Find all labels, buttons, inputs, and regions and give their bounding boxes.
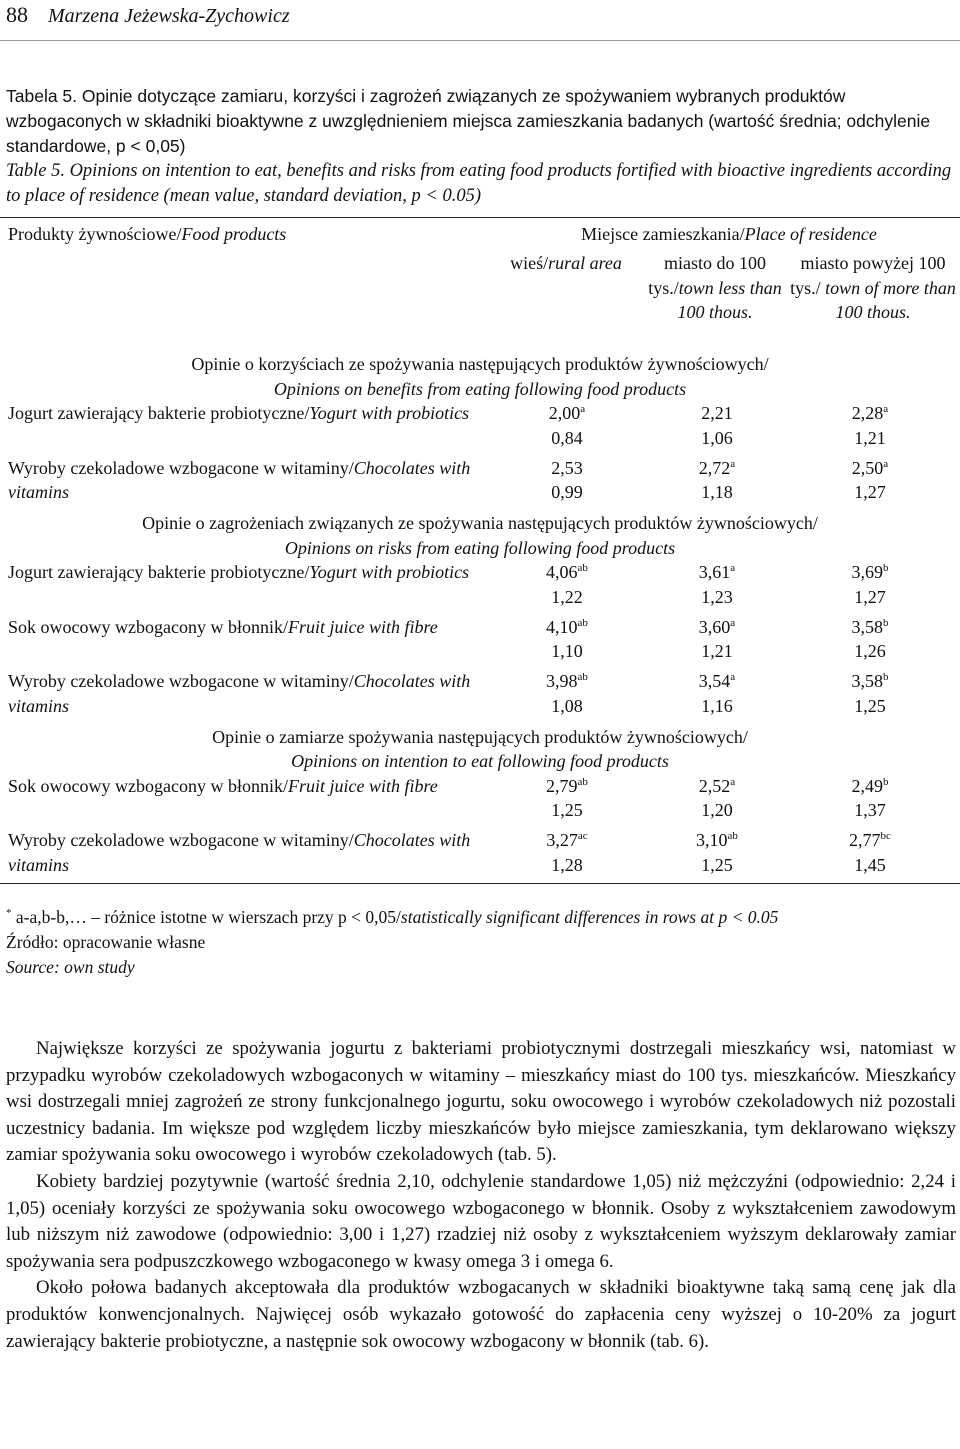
value-cell-col2 bbox=[672, 560, 762, 609]
mean-value bbox=[825, 615, 915, 640]
header-rural: wieś/rural area bbox=[510, 253, 622, 273]
mean-value bbox=[825, 560, 915, 585]
section-title-english: Opinions on intention to eat following food products bbox=[291, 751, 669, 771]
mean-number: 3,58 bbox=[851, 616, 883, 637]
standard-deviation: 1,25 bbox=[551, 800, 583, 820]
section-title-polish: Opinie o zamiarze spożywania następujących produktów żywnościowych/ bbox=[212, 726, 748, 747]
product-name-polish: Wyroby czekoladowe wzbogacone w witaminy/ bbox=[8, 457, 354, 478]
significance-letters: b bbox=[883, 616, 889, 629]
significance-letters: a bbox=[883, 403, 889, 415]
value-cell-col1 bbox=[522, 456, 612, 505]
product-name-english: Fruit juice with fibre bbox=[287, 775, 438, 796]
mean-value bbox=[825, 456, 915, 481]
significance-letters: a bbox=[730, 616, 736, 629]
header-products: Produkty żywnościowe/Food products bbox=[8, 224, 287, 244]
table-row bbox=[0, 615, 960, 670]
significance-letters: a bbox=[883, 457, 889, 470]
standard-deviation: 0,84 bbox=[551, 427, 583, 448]
header-small-town: miasto do 100 tys./town less than 100 thous. bbox=[648, 253, 782, 322]
table-row bbox=[0, 828, 960, 883]
table-caption bbox=[6, 84, 954, 209]
body-paragraph: Największe korzyści ze spożywania jogurtu z bakteriami probiotycznymi dostrzegali mieszkańcy wsi, natomiast w przypadku wyrobów czekoladowych wzbogaconych w witaminy – mieszkańcy miast do 100 tys. mieszkańców. Mieszkańcy wsi dostrzegali mniej zagrożeń ze strony funkcjonalnego jogurtu, soku owocowego i wyrobów czekoladowych niż pozostali uczestnicy badania. Im większe pod względem liczby mieszkańców było miejsce zamieszkania, tym deklarowano większy zamiar spożywania soku owocowego i wyrobów czekoladowych (tab. 5). bbox=[6, 1038, 956, 1166]
mean-number: 4,06 bbox=[546, 562, 578, 582]
mean-value bbox=[825, 669, 915, 694]
significance-letters: b bbox=[883, 562, 889, 574]
mean-number: 3,69 bbox=[851, 562, 883, 582]
significance-letters: b bbox=[883, 671, 889, 683]
caption-english: Table 5. Opinions on intention to eat, benefits and risks from eating food products fortified with bioactive ingredients according to place of residence (mean value, standard deviation, p < 0.05) bbox=[6, 161, 952, 206]
product-name-polish: Jogurt zawierający bakterie probiotyczne/ bbox=[8, 562, 310, 582]
mean-number: 3,98 bbox=[546, 671, 578, 691]
product-name-english: Chocolates with vitamins bbox=[8, 457, 471, 502]
standard-deviation: 1,20 bbox=[701, 800, 733, 820]
standard-deviation: 1,45 bbox=[854, 854, 886, 875]
value-cell-col1 bbox=[522, 615, 612, 664]
mean-value bbox=[825, 828, 915, 853]
value-cell-col2 bbox=[672, 828, 762, 877]
product-name bbox=[8, 828, 478, 877]
data-table bbox=[0, 217, 960, 884]
value-cell-col3 bbox=[825, 615, 915, 664]
page-number: 88 bbox=[6, 2, 28, 27]
mean-number: 2,72 bbox=[698, 457, 731, 478]
mean-value bbox=[522, 560, 612, 585]
value-cell-col3 bbox=[825, 560, 915, 609]
standard-deviation: 1,37 bbox=[854, 800, 886, 820]
mean-number: 3,61 bbox=[698, 562, 731, 582]
mean-value bbox=[825, 774, 915, 799]
standard-deviation: 1,23 bbox=[701, 586, 733, 607]
product-name-polish: Wyroby czekoladowe wzbogacone w witaminy/ bbox=[8, 671, 354, 691]
value-cell-col1 bbox=[522, 828, 612, 877]
product-name-english: Chocolates with vitamins bbox=[8, 671, 471, 716]
significance-letters: b bbox=[883, 775, 889, 788]
value-cell-col1 bbox=[522, 560, 612, 609]
body-paragraph: Około połowa badanych akceptowała dla produktów wzbogacanych w składniki bioaktywne taką samą cenę jak dla produktów konwencjonalnych. Najwięcej osób wykazało gotowość do zapłacenia ceny wyższej o 10-20% za jogurt zawierający bakterie probiotyczne, a następnie sok owocowy wzbogacony w błonnik (tab. 6). bbox=[6, 1277, 956, 1352]
table-row bbox=[0, 401, 960, 456]
mean-value bbox=[825, 401, 915, 426]
product-name-polish: Jogurt zawierający bakterie probiotyczne/ bbox=[8, 403, 310, 423]
value-cell-col2 bbox=[672, 401, 762, 450]
standard-deviation: 1,10 bbox=[551, 641, 583, 661]
significance-letters: a bbox=[730, 457, 736, 470]
mean-value bbox=[522, 828, 612, 853]
significance-letters: a bbox=[580, 403, 586, 415]
mean-number: 4,10 bbox=[546, 616, 578, 637]
mean-value bbox=[522, 615, 612, 640]
standard-deviation: 1,18 bbox=[701, 482, 733, 502]
value-cell-col3 bbox=[825, 401, 915, 450]
mean-value bbox=[522, 456, 612, 481]
mean-number: 2,52 bbox=[698, 775, 731, 796]
standard-deviation: 1,25 bbox=[701, 854, 733, 875]
significance-letters: a bbox=[730, 562, 736, 574]
mean-value bbox=[672, 828, 762, 853]
mean-number: 2,53 bbox=[551, 457, 583, 478]
significance-letters: ab bbox=[577, 562, 588, 574]
section-title bbox=[0, 510, 960, 560]
significance-letters: ab bbox=[577, 775, 588, 788]
significance-note: * a-a,b-b,… – różnice istotne w wierszach przy p < 0,05/statistically significant differences in rows at p < 0.05 bbox=[6, 907, 779, 927]
product-name bbox=[8, 669, 478, 718]
product-name-english: Fruit juice with fibre bbox=[287, 616, 438, 637]
source-polish: Źródło: opracowanie własne bbox=[6, 932, 206, 952]
mean-number: 2,21 bbox=[701, 403, 733, 423]
header-large-town: miasto powyżej 100 tys./ town of more than 100 thous. bbox=[790, 253, 956, 322]
standard-deviation: 1,08 bbox=[551, 695, 583, 716]
mean-number: 3,54 bbox=[698, 671, 731, 691]
standard-deviation: 0,99 bbox=[551, 482, 583, 502]
significance-letters: ab bbox=[727, 830, 738, 842]
mean-number: 2,00 bbox=[548, 403, 581, 423]
value-cell-col3 bbox=[825, 774, 915, 823]
product-name bbox=[8, 615, 478, 640]
standard-deviation: 1,27 bbox=[854, 482, 886, 502]
value-cell-col3 bbox=[825, 669, 915, 718]
standard-deviation: 1,28 bbox=[551, 854, 583, 875]
mean-number: 3,58 bbox=[851, 671, 883, 691]
value-cell-col1 bbox=[522, 669, 612, 718]
mean-value bbox=[522, 774, 612, 799]
product-name-english: Yogurt with probiotics bbox=[309, 403, 470, 423]
value-cell-col2 bbox=[672, 774, 762, 823]
value-cell-col2 bbox=[672, 669, 762, 718]
standard-deviation: 1,21 bbox=[701, 641, 733, 661]
table-header bbox=[0, 218, 960, 351]
product-name bbox=[8, 560, 478, 585]
standard-deviation: 1,06 bbox=[701, 427, 733, 448]
source-english: Source: own study bbox=[6, 957, 135, 977]
significance-letters: ab bbox=[577, 616, 588, 629]
author-name: Marzena Jeżewska-Zychowicz bbox=[48, 5, 290, 27]
significance-letters: a bbox=[730, 671, 736, 683]
mean-number: 3,27 bbox=[546, 830, 578, 850]
mean-value bbox=[522, 401, 612, 426]
table-footnote bbox=[6, 901, 956, 980]
mean-number: 3,10 bbox=[696, 830, 728, 850]
product-name-english: Chocolates with vitamins bbox=[8, 830, 471, 875]
standard-deviation: 1,26 bbox=[854, 641, 886, 661]
mean-value bbox=[672, 774, 762, 799]
product-name bbox=[8, 774, 478, 799]
value-cell-col1 bbox=[522, 774, 612, 823]
mean-number: 2,49 bbox=[851, 775, 883, 796]
table-bottom-rule bbox=[0, 883, 960, 884]
mean-value bbox=[522, 669, 612, 694]
mean-number: 2,79 bbox=[546, 775, 578, 796]
standard-deviation: 1,16 bbox=[701, 695, 733, 716]
table-row bbox=[0, 669, 960, 724]
header-residence: Miejsce zamieszkania/Place of residence bbox=[581, 224, 877, 244]
mean-value bbox=[672, 560, 762, 585]
running-head bbox=[6, 2, 290, 28]
product-name-polish: Sok owocowy wzbogacony w błonnik/ bbox=[8, 616, 288, 637]
section-title bbox=[0, 351, 960, 401]
mean-number: 3,60 bbox=[698, 616, 731, 637]
caption-polish: Tabela 5. Opinie dotyczące zamiaru, korzyści i zagrożeń związanych ze spożywaniem wybranych produktów wzbogaconych w składniki bioaktywne z uwzględnieniem miejsca zamieszkania badanych (wartość średnia; odchylenie standardowe, p < 0,05) bbox=[6, 86, 931, 156]
product-name-polish: Sok owocowy wzbogacony w błonnik/ bbox=[8, 775, 288, 796]
standard-deviation: 1,27 bbox=[854, 586, 886, 607]
value-cell-col2 bbox=[672, 456, 762, 505]
body-paragraph: Kobiety bardziej pozytywnie (wartość średnia 2,10, odchylenie standardowe 1,05) niż mężczyźni (odpowiednio: 2,24 i 1,05) oceniały korzyści ze spożywania soku owocowego wzbogaconego w błonnik. Osoby z wykształceniem zawodowym lub niższym niż zawodowe (odpowiednio: 3,00 i 1,27) rzadziej niż osoby z wykształceniem wyższym deklarowały zamiar spożywania sera podpuszczkowego wzbogaconego w kwasy omega 3 i omega 6. bbox=[6, 1170, 956, 1272]
value-cell-col1 bbox=[522, 401, 612, 450]
product-name-english: Yogurt with probiotics bbox=[309, 562, 470, 582]
significance-letters: bc bbox=[880, 830, 891, 842]
section-title-polish: Opinie o korzyściach ze spożywania następujących produktów żywnościowych/ bbox=[191, 354, 769, 374]
table-row bbox=[0, 560, 960, 615]
section-title-polish: Opinie o zagrożeniach związanych ze spożywania następujących produktów żywnościowych/ bbox=[142, 513, 818, 533]
mean-number: 2,50 bbox=[851, 457, 884, 478]
section-title-english: Opinions on benefits from eating following food products bbox=[273, 378, 687, 399]
significance-letters: ac bbox=[577, 830, 588, 842]
mean-value bbox=[672, 456, 762, 481]
product-name-polish: Wyroby czekoladowe wzbogacone w witaminy/ bbox=[8, 830, 354, 850]
value-cell-col3 bbox=[825, 828, 915, 877]
significance-letters: a bbox=[730, 775, 736, 788]
table-body bbox=[0, 351, 960, 883]
standard-deviation: 1,25 bbox=[854, 695, 886, 716]
mean-number: 2,77 bbox=[849, 830, 881, 850]
standard-deviation: 1,21 bbox=[854, 427, 886, 448]
standard-deviation: 1,22 bbox=[551, 586, 583, 607]
section-title bbox=[0, 724, 960, 774]
product-name bbox=[8, 456, 478, 505]
body-text bbox=[6, 1036, 956, 1355]
mean-value bbox=[672, 615, 762, 640]
value-cell-col2 bbox=[672, 615, 762, 664]
product-name bbox=[8, 401, 478, 426]
section-title-english: Opinions on risks from eating following food products bbox=[284, 537, 676, 558]
value-cell-col3 bbox=[825, 456, 915, 505]
header-divider bbox=[0, 40, 960, 41]
significance-letters: ab bbox=[577, 671, 588, 683]
mean-value bbox=[672, 669, 762, 694]
table-row bbox=[0, 774, 960, 829]
mean-number: 2,28 bbox=[851, 403, 884, 423]
mean-value bbox=[672, 401, 762, 426]
table-row bbox=[0, 456, 960, 511]
